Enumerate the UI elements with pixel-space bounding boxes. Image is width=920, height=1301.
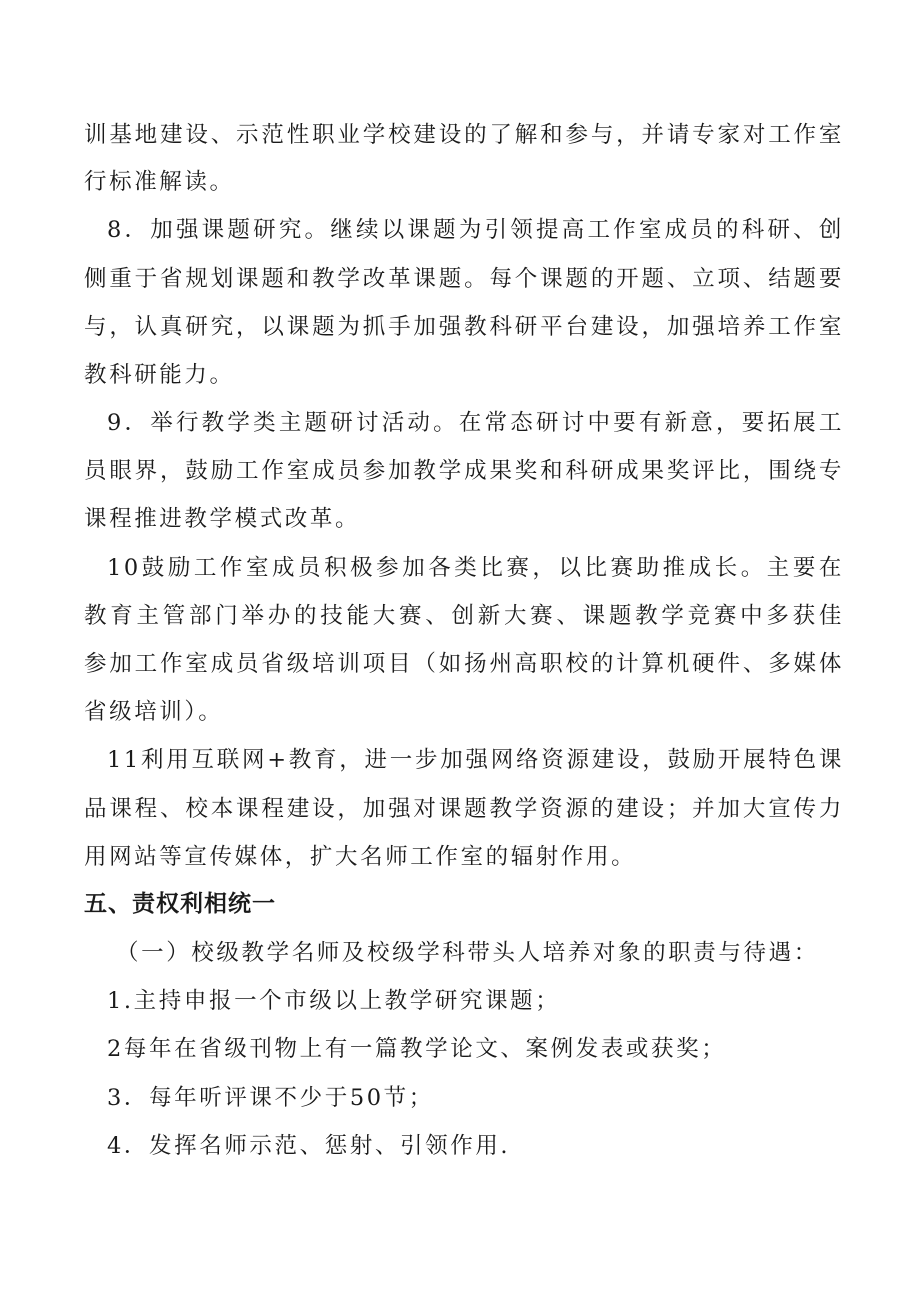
paragraph-line: 训基地建设、示范性职业学校建设的了解和参与，并请专家对工作室 xyxy=(84,122,844,148)
paragraph-line: 教育主管部门举办的技能大赛、创新大赛、课题教学竞赛中多获佳 xyxy=(84,603,844,629)
paragraph-line: 10鼓励工作室成员积极参加各类比赛，以比赛助推成长。主要在 xyxy=(107,555,844,581)
paragraph-line: 与，认真研究，以课题为抓手加强教科研平台建设，加强培养工作室 xyxy=(84,314,844,340)
paragraph-line: 11利用互联网+教育，进一步加强网络资源建设，鼓励开展特色课 xyxy=(107,747,844,773)
paragraph-line: 省级培训）。 xyxy=(84,699,224,725)
paragraph-line: 8．加强课题研究。继续以课题为引领提高工作室成员的科研、创 xyxy=(107,217,844,243)
list-item: 3．每年听评课不少于50节； xyxy=(107,1085,434,1111)
paragraph-line: 品课程、校本课程建设，加强对课题教学资源的建设；并加大宣传力 xyxy=(84,796,844,822)
paragraph-line: 用网站等宣传媒体，扩大名师工作室的辐射作用。 xyxy=(84,844,637,870)
list-item: 4．发挥名师示范、惩射、引领作用. xyxy=(107,1133,511,1159)
paragraph-line: 行标准解读。 xyxy=(84,169,235,195)
paragraph-line: 参加工作室成员省级培训项目（如扬州高职校的计算机硬件、多媒体 xyxy=(84,651,844,677)
paragraph-line: 课程推进教学模式改革。 xyxy=(84,506,361,532)
paragraph-line: 教科研能力。 xyxy=(84,362,235,388)
paragraph-line: 9．举行教学类主题研讨活动。在常态研讨中要有新意，要拓展工 xyxy=(107,410,844,436)
list-item: 1.主持申报一个市级以上教学研究课题； xyxy=(107,988,561,1014)
paragraph-line: 员眼界，鼓励工作室成员参加教学成果奖和科研成果奖评比，围绕专 xyxy=(84,458,844,484)
subsection-title: （一）校级教学名师及校级学科带头人培养对象的职责与待遇： xyxy=(116,940,819,966)
paragraph-line: 侧重于省规划课题和教学改革课题。每个课题的开题、立项、结题要 xyxy=(84,266,844,292)
section-heading: 五、责权利相统一 xyxy=(84,891,276,917)
list-item: 2每年在省级刊物上有一篇教学论文、案例发表或获奖； xyxy=(107,1036,727,1062)
